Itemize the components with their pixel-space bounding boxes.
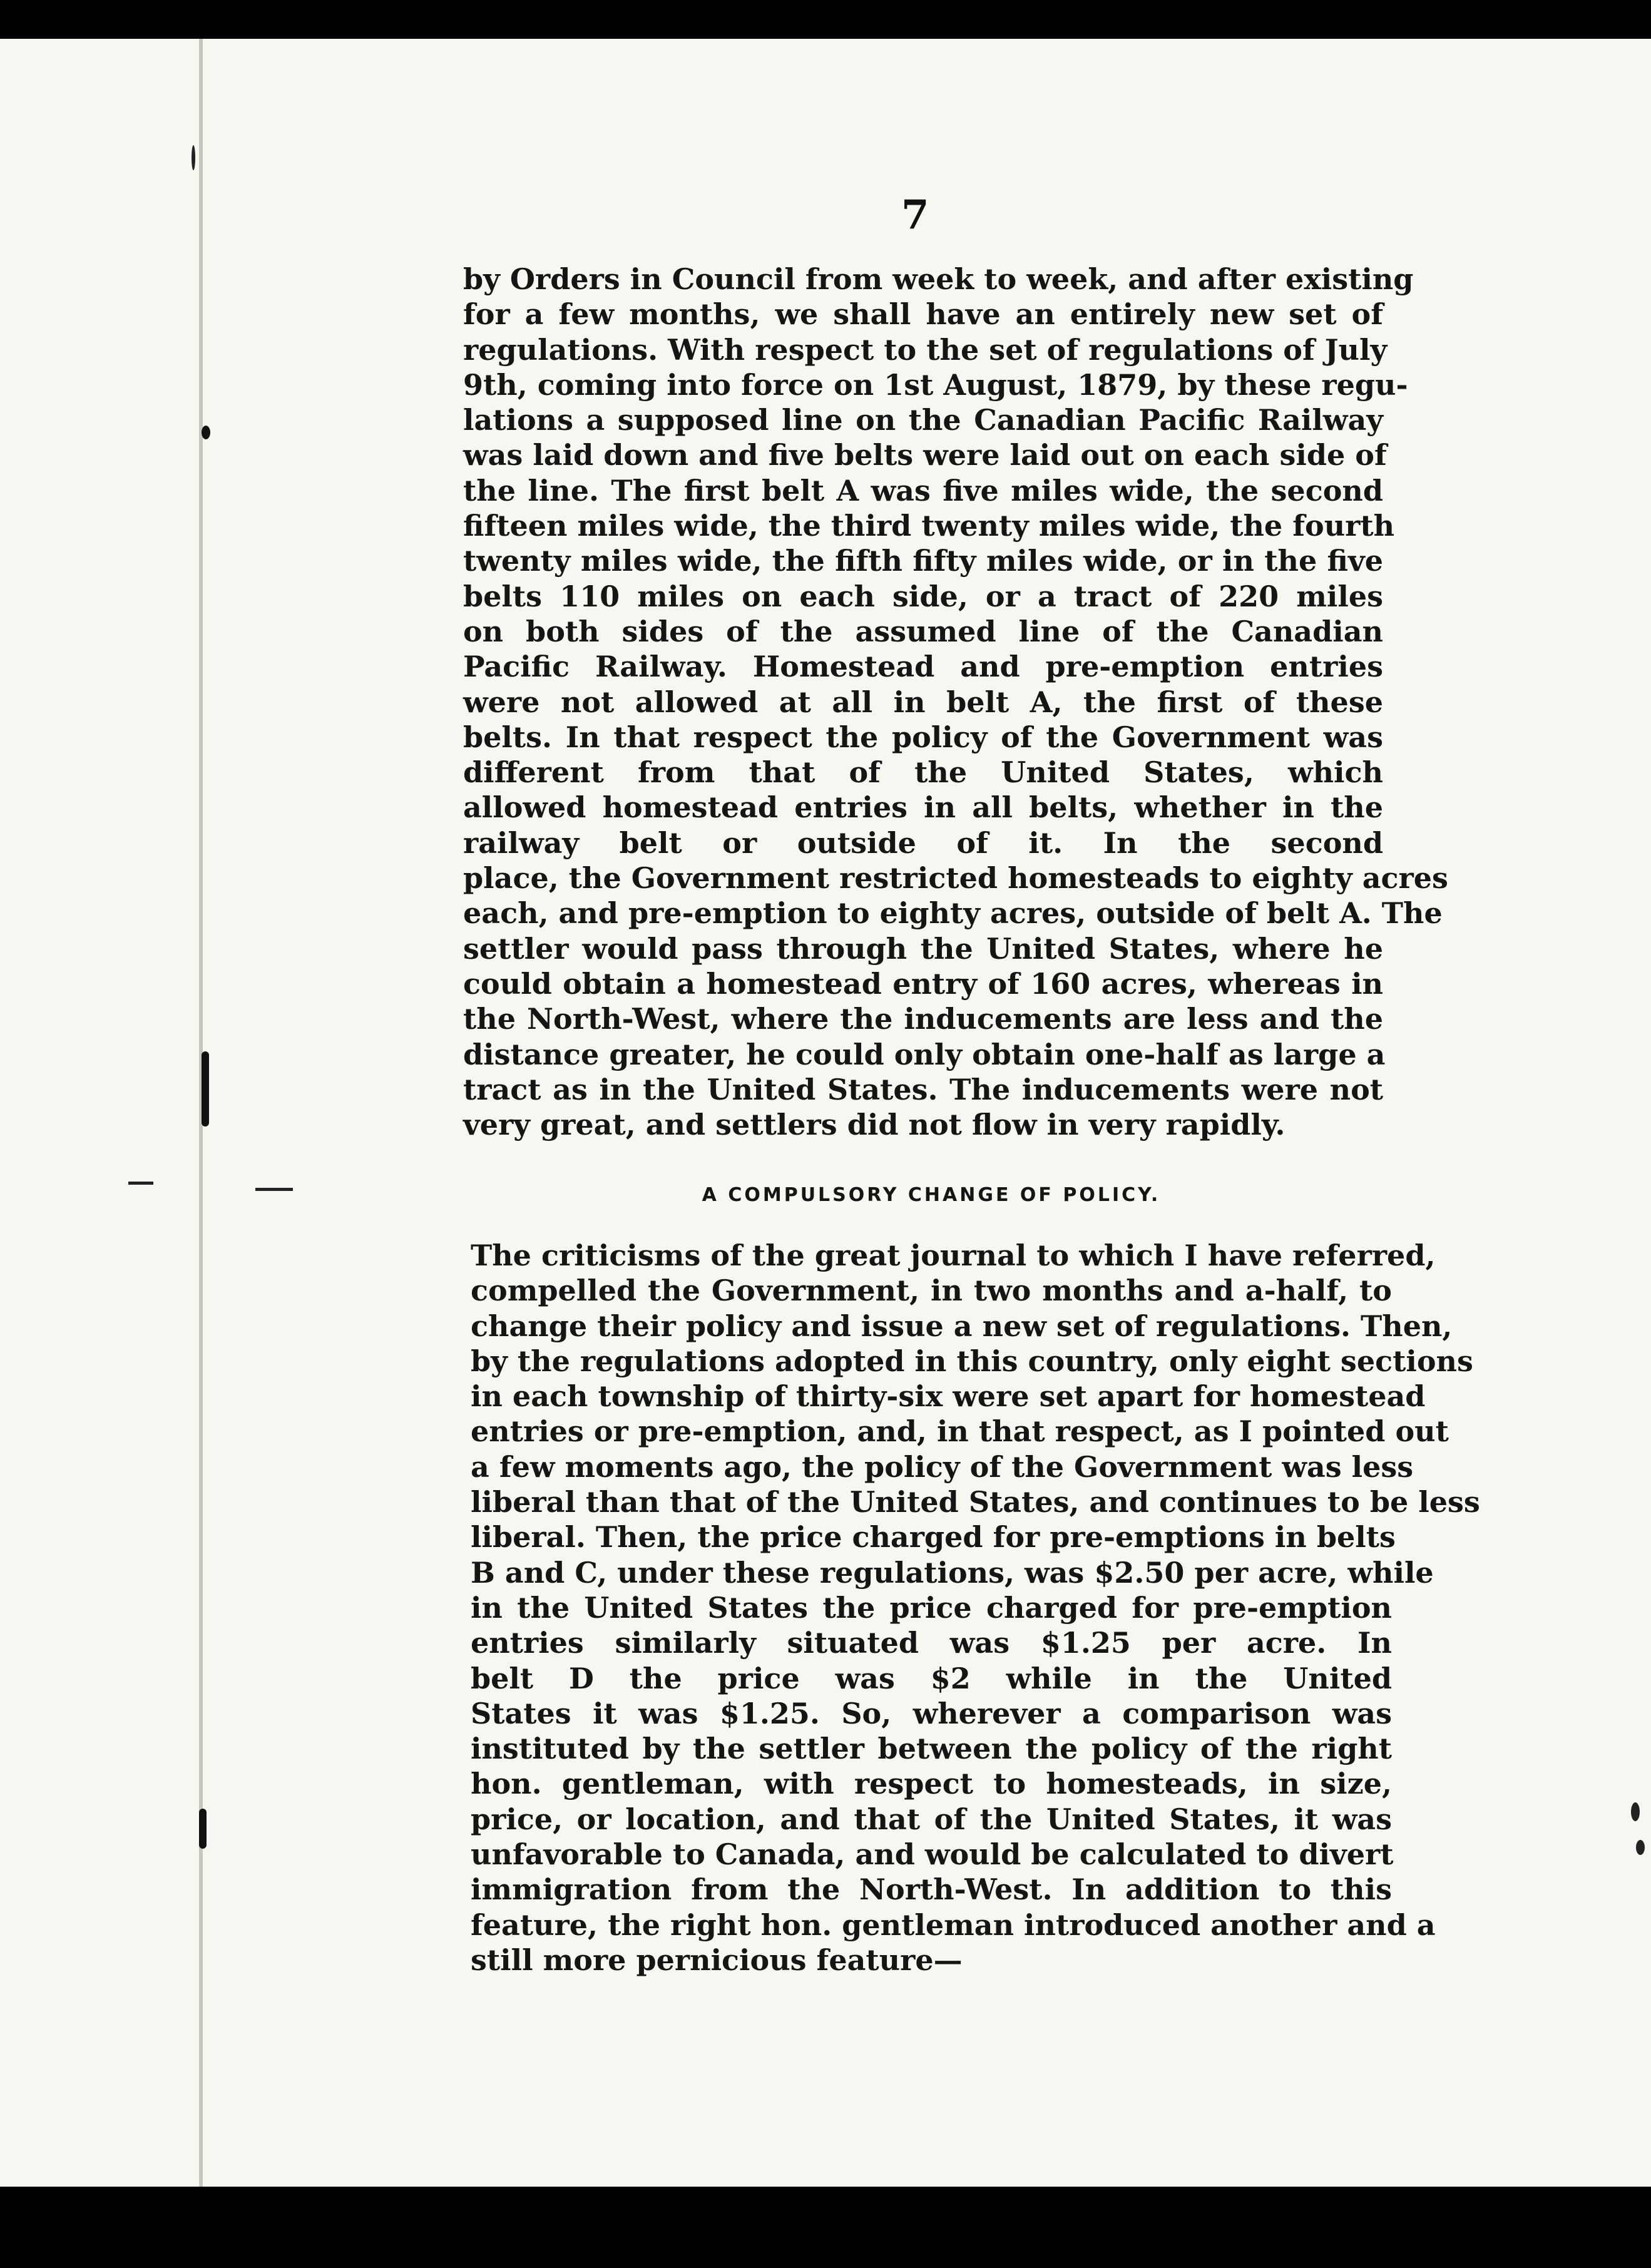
- margin-mark: [128, 1182, 153, 1185]
- text-line: very great, and settlers did not flow in very rapidly.: [463, 1108, 1286, 1142]
- text-line: price, or location, and that of the United States, it was: [471, 1802, 1392, 1836]
- text-line: distance greater, he could only obtain one-half as large a: [463, 1037, 1386, 1071]
- text-line: Pacific Railway. Homestead and pre-emption entries: [463, 650, 1383, 684]
- text-line: entries similarly situated was $1.25 per acre. In: [471, 1626, 1392, 1660]
- text-line: belts 110 miles on each side, or a tract of 220 miles: [463, 579, 1383, 613]
- text-line: by Orders in Council from week to week, and after existing: [463, 262, 1414, 296]
- text-line: compelled the Government, in two months and a-half, to: [471, 1274, 1392, 1308]
- page-number: 7: [901, 192, 929, 238]
- text-line: liberal than that of the United States, and continues to be less: [471, 1485, 1480, 1520]
- text-line: place, the Government restricted homesteads to eighty acres: [463, 861, 1448, 896]
- edge-speck: [192, 145, 195, 170]
- text-line: could obtain a homestead entry of 160 acres, whereas in: [463, 966, 1383, 1001]
- text-line: 9th, coming into force on 1st August, 1879, by these regu-: [463, 367, 1408, 402]
- text-line: settler would pass through the United States, where he: [463, 931, 1383, 966]
- margin-mark: [255, 1188, 293, 1191]
- edge-speck: [1636, 1840, 1645, 1855]
- text-line: belt D the price was $2 while in the United: [471, 1661, 1392, 1695]
- text-line: still more pernicious feature—: [471, 1943, 963, 1977]
- text-line: in each township of thirty-six were set apart for homestead: [471, 1379, 1426, 1414]
- text-line: regulations. With respect to the set of regulations of July: [463, 332, 1388, 367]
- section-heading: A COMPULSORY CHANGE OF POLICY.: [702, 1184, 1161, 1206]
- text-line: tract as in the United States. The inducements were not: [463, 1072, 1383, 1106]
- text-line: liberal. Then, the price charged for pre-emptions in belts: [471, 1520, 1396, 1555]
- text-line: by the regulations adopted in this country, only eight sections: [471, 1344, 1473, 1378]
- edge-speck: [1631, 1802, 1640, 1821]
- text-line: hon. gentleman, with respect to homesteads, in size,: [471, 1767, 1392, 1801]
- text-line: on both sides of the assumed line of the Canadian: [463, 614, 1383, 648]
- body-paragraph-1: [463, 262, 1448, 1142]
- text-line: B and C, under these regulations, was $2.50 per acre, while: [471, 1555, 1434, 1590]
- text-line: unfavorable to Canada, and would be calculated to divert: [471, 1837, 1394, 1872]
- text-line: each, and pre-emption to eighty acres, outside of belt A. The: [463, 896, 1443, 931]
- text-line: change their policy and issue a new set of regulations. Then,: [471, 1309, 1453, 1343]
- text-line: lations a supposed line on the Canadian Pacific Railway: [463, 403, 1383, 437]
- gutter-blemish: [202, 426, 210, 439]
- gutter-blemish: [202, 1051, 209, 1126]
- text-line: feature, the right hon. gentleman introduced another and a: [471, 1908, 1436, 1942]
- text-line: different from that of the United States, which: [463, 755, 1383, 790]
- text-line: were not allowed at all in belt A, the first of these: [463, 685, 1383, 719]
- body-paragraph-2: [471, 1238, 1480, 1978]
- text-line: States it was $1.25. So, wherever a comparison was: [471, 1696, 1392, 1730]
- text-line: belts. In that respect the policy of the Government was: [463, 720, 1383, 754]
- text-line: immigration from the North-West. In addition to this: [471, 1872, 1392, 1907]
- text-line: the North-West, where the inducements are less and the: [463, 1002, 1383, 1036]
- text-line: the line. The first belt A was five miles wide, the second: [463, 473, 1383, 508]
- text-line: was laid down and five belts were laid out on each side of: [463, 438, 1387, 472]
- gutter-blemish: [199, 1809, 207, 1849]
- text-line: The criticisms of the great journal to which I have referred,: [471, 1239, 1436, 1272]
- text-line: instituted by the settler between the policy of the right: [471, 1732, 1392, 1766]
- text-line: railway belt or outside of it. In the second: [463, 825, 1383, 860]
- text-line: allowed homestead entries in all belts, whether in the: [463, 790, 1383, 825]
- text-line: fifteen miles wide, the third twenty miles wide, the fourth: [463, 509, 1395, 543]
- text-line: in the United States the price charged for pre-emption: [471, 1590, 1392, 1625]
- text-line: a few moments ago, the policy of the Government was less: [471, 1449, 1414, 1484]
- text-line: entries or pre-emption, and, in that respect, as I pointed out: [471, 1414, 1449, 1449]
- text-line: for a few months, we shall have an entirely new set of: [463, 297, 1383, 332]
- text-line: twenty miles wide, the fifth fifty miles wide, or in the five: [463, 544, 1383, 578]
